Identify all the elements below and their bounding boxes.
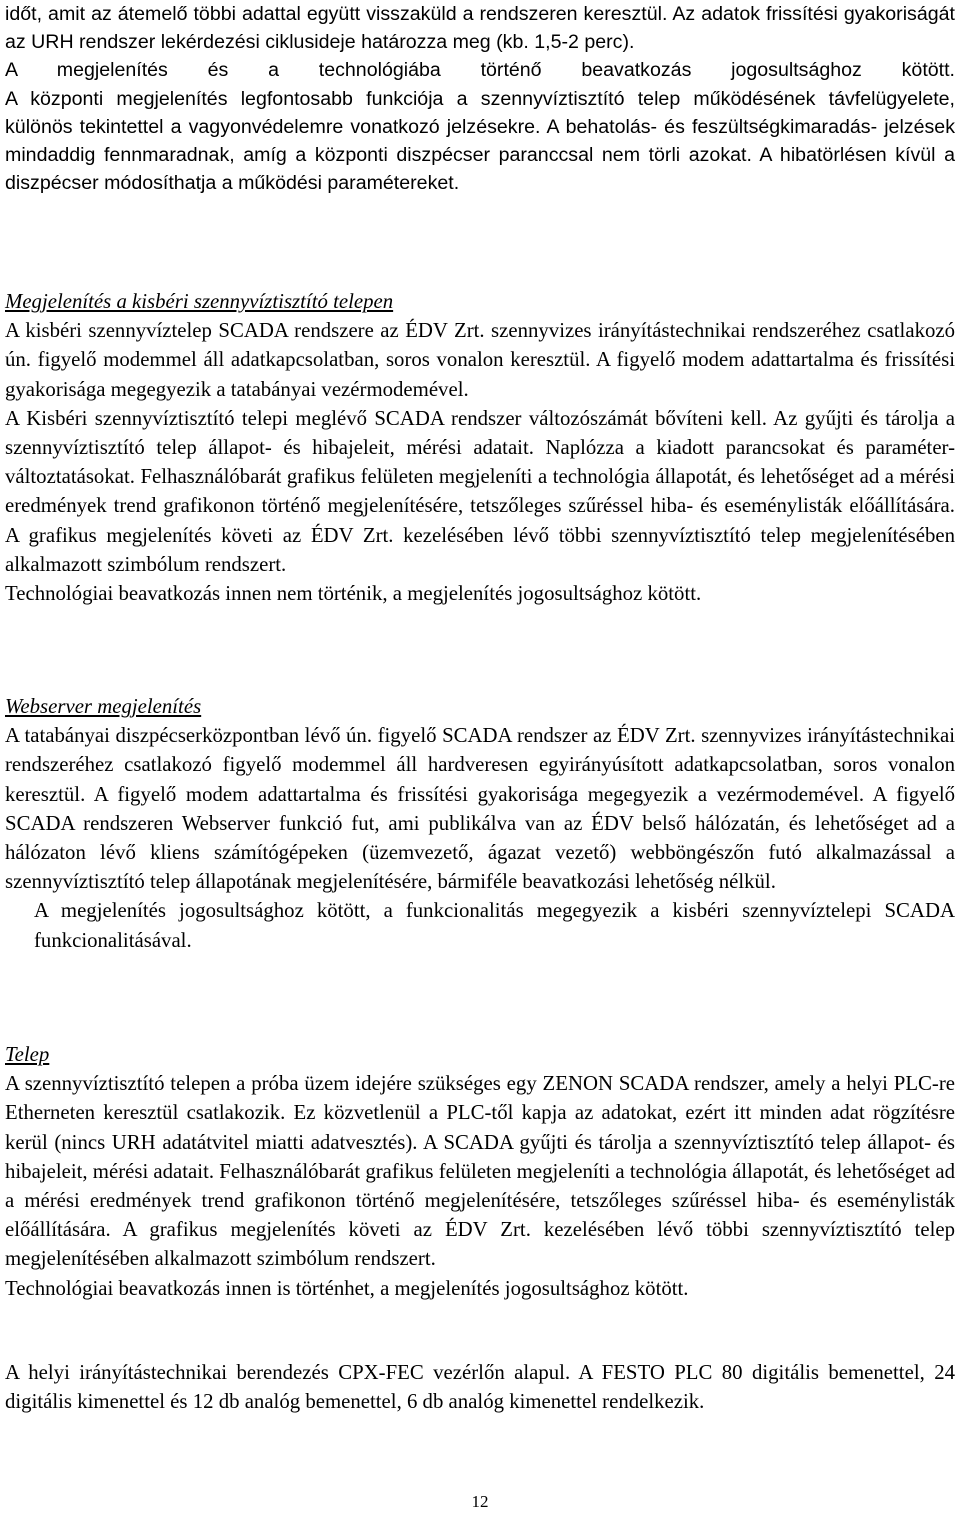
telep-paragraph-2: Technológiai beavatkozás innen is történhet, a megjelenítés jogosultsághoz kötött. [5,1276,689,1300]
central-display-paragraph: A központi megjelenítés legfontosabb funkciója a szennyvíztisztító telep működésének távfelügyelete, különös tekintettel a vagyonvédelemre vonatkozó jelzésekre. A behatolás- és feszültségkimaradás- jelzések mindaddig fennmaradnak, amíg a központi diszpécser paranccsal nem törli azokat. A hibatörlésen kívül a diszpécser módosíthatja a működési paramétereket. [5,87,955,195]
plc-paragraph: A helyi irányítástechnikai berendezés CPX-FEC vezérlőn alapul. A FESTO PLC 80 digitális bemenettel, 24 digitális kimenettel és 12 db analóg bemenettel, 6 db analóg kimenettel rendelkezik. [5,1361,955,1414]
intro-paragraph: időt, amit az átemelő többi adattal együtt visszaküld a rendszeren keresztül. Az adatok frissítési gyakoriságát az URH rendszer lekérdezési ciklusideje határozza meg (kb. 1,5-2 perc). [5,3,955,54]
document-page [5,0,955,1513]
webserver-heading: Webserver megjelenítés [5,695,202,718]
intro-permission-line: A megjelenítés és a technológiába történő beavatkozás jogosultsághoz kötött. [5,59,955,82]
kisber-section [5,287,955,608]
intro-section [5,0,955,197]
page-number: 12 [471,1492,489,1511]
telep-paragraph-1: A szennyvíztisztító telepen a próba üzem idejére szükséges egy ZENON SCADA rendszer, amely a helyi PLC-re Etherneten keresztül csatlakozik. Ez közvetlenül a PLC-től kapja az adatokat, ezért itt minden adat rögzítésre kerül (nincs URH adatátvitel miatti adatvesztés). A SCADA gyűjti és tárolja a szennyvíztisztító telep állapot- és hibajeleit, mérési adatait. Felhasználóbarát grafikus felületen megjeleníti a technológia állapotát, és lehetőséget ad a mérési eredmények trend grafikonon történő megjelenítésére, tetszőleges szűréssel hiba- és eseménylisták előállítására. A grafikus megjelenítés követi az ÉDV Zrt. kezelésében lévő többi szennyvíztisztító telep megjelenítésében alkalmazott szimbólum rendszert. [5,1072,955,1271]
webserver-paragraph-2: A megjelenítés jogosultsághoz kötött, a funkcionalitás megegyezik a kisbéri szennyvíztelepi SCADA funkcionalitásával. [34,899,955,952]
telep-heading: Telep [5,1043,50,1066]
kisber-paragraph-2: A Kisbéri szennyvíztisztító telepi meglévő SCADA rendszer változószámát bővíteni kell. Az gyűjti és tárolja a szennyvíztisztító telep állapot- és hibajeleit, mérési adatait. Naplózza a kiadott parancsokat és paraméter-változtatásokat. Felhasználóbarát grafikus felületen megjeleníti a technológia állapotát, és lehetőséget ad a mérési eredmények trend grafikonon történő megjelenítésére, tetszőleges szűréssel hiba- és eseménylisták előállítására. A grafikus megjelenítés követi az ÉDV Zrt. kezelésében lévő többi szennyvíztisztító telep megjelenítésében alkalmazott szimbólum rendszert. [5,406,955,576]
webserver-section [5,692,955,955]
telep-section [5,1040,955,1303]
kisber-paragraph-3: Technológiai beavatkozás innen nem történik, a megjelenítés jogosultsághoz kötött. [5,582,702,606]
kisber-paragraph-1: A kisbéri szennyvíztelep SCADA rendszere az ÉDV Zrt. szennyvizes irányítástechnikai rendszeréhez csatlakozó ún. figyelő modemmel áll adatkapcsolatban, soros vonalon keresztül. A figyelő modem adattartalma és frissítési gyakorisága megegyezik a tatabányai vezérmodemével. [5,319,955,401]
plc-section [5,1358,955,1416]
webserver-paragraph-1: A tatabányai diszpécserközpontban lévő ún. figyelő SCADA rendszer az ÉDV Zrt. szennyvizes irányítástechnikai rendszeréhez csatlakozó figyelő modemmel áll hardveresen egyirányúsított adatkapcsolatban, soros vonalon keresztül. A figyelő modem adattartalma és frissítési gyakorisága megegyezik a vezérmodemével. A figyelő SCADA rendszeren Webserver funkció fut, ami publikálva van az ÉDV belső hálózatán, és lehetőséget ad a hálózaton lévő kliens számítógépeken (üzemvezető, ágazat vezető) webböngészőn futó alkalmazással a szennyvíztisztító telep állapotának megjelenítésére, bármiféle beavatkozási lehetőség nélkül. [5,724,955,894]
kisber-heading: Megjelenítés a kisbéri szennyvíztisztító telepen [5,290,394,313]
